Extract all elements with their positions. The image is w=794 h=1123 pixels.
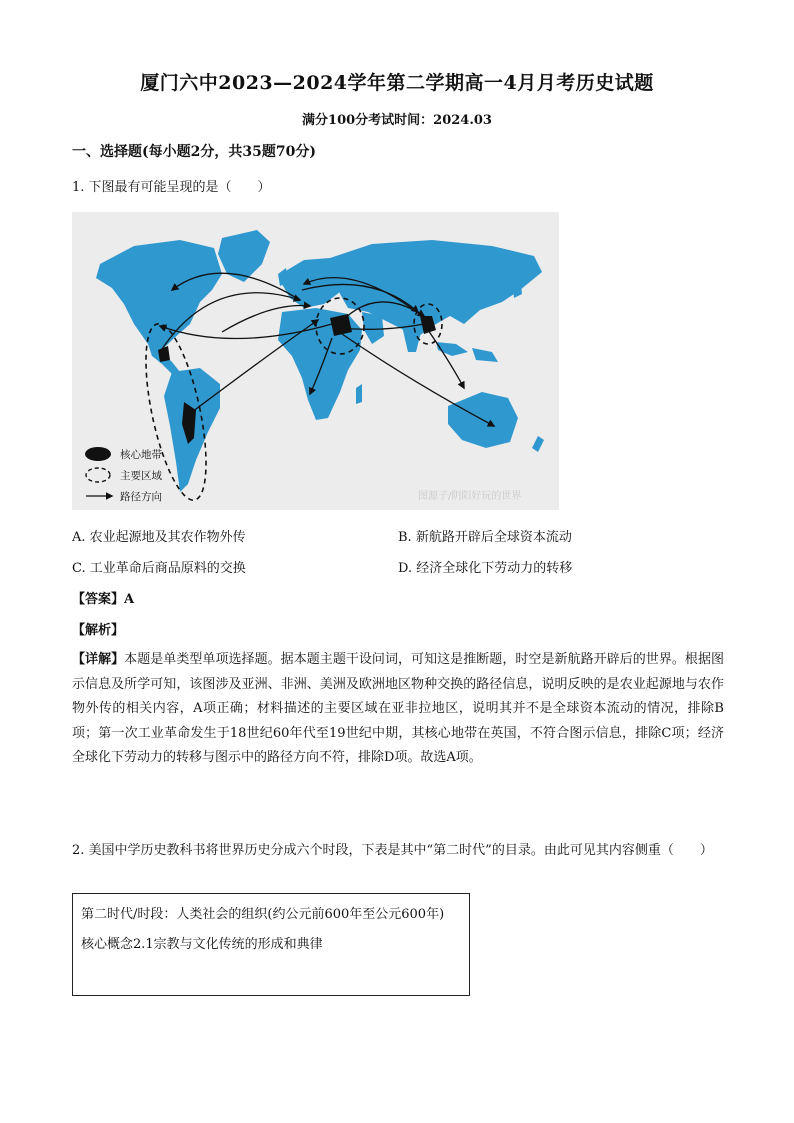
- question-1-stem: 1. 下图最有可能呈现的是（ ）: [72, 180, 271, 195]
- detail-label: 【详解】: [72, 652, 125, 667]
- era-table: [72, 893, 470, 996]
- legend-core-label: 核心地带: [120, 449, 162, 461]
- era-table-line-1: 第二时代/时段：人类社会的组织(约公元前600年至公元600年): [81, 907, 445, 922]
- image-watermark: 图源子/阴阳好玩的世界: [418, 491, 522, 502]
- legend-route-label: 路径方向: [120, 491, 162, 503]
- world-map-figure: [72, 212, 559, 510]
- answer-label: 【答案】A: [72, 592, 135, 607]
- option-d: D. 经济全球化下劳动力的转移: [398, 561, 573, 576]
- world-map-svg: [72, 212, 559, 510]
- option-a: A. 农业起源地及其农作物外传: [72, 530, 246, 545]
- exam-info: 满分100分考试时间：2024.03: [302, 113, 492, 128]
- map-legend: [85, 447, 162, 503]
- option-b: B. 新航路开辟后全球资本流动: [398, 530, 572, 545]
- detail-text: 本题是单类型单项选择题。据本题主题干设问词，可知这是推断题，时空是新航路开辟后的世界。根据图示信息及所学可知，该图涉及亚洲、非洲、美洲及欧洲地区物种交换的路径信息，说明反映的是农业起源地与农作物外传的相关内容，A项正确；材料描述的主要区域在亚非拉地区，说明其并不是全球资本流动的情况，排除B项；第一次工业革命发生于18世纪60年代至19世纪中期，其核心地带在英国，不符合图示信息，排除C项；经济全球化下劳动力的转移与图示中的路径方向不符，排除D项。故选A项。: [72, 652, 724, 765]
- legend-region-swatch: [86, 468, 110, 482]
- page-title: 厦门六中2023—2024学年第二学期高一4月月考历史试题: [140, 72, 654, 94]
- option-c: C. 工业革命后商品原料的交换: [72, 561, 246, 576]
- section-heading: 一、选择题(每小题2分，共35题70分): [72, 144, 316, 160]
- legend-core-swatch: [85, 447, 111, 461]
- detail-paragraph: [72, 648, 724, 771]
- era-table-line-2: 核心概念2.1宗教与文化传统的形成和典律: [81, 937, 323, 952]
- question-2-stem: 2. 美国中学历史教科书将世界历史分成六个时段，下表是其中“第二时代”的目录。由此可见其内容侧重（ ）: [72, 843, 713, 858]
- analysis-label: 【解析】: [72, 623, 125, 638]
- legend-region-label: 主要区域: [120, 470, 162, 482]
